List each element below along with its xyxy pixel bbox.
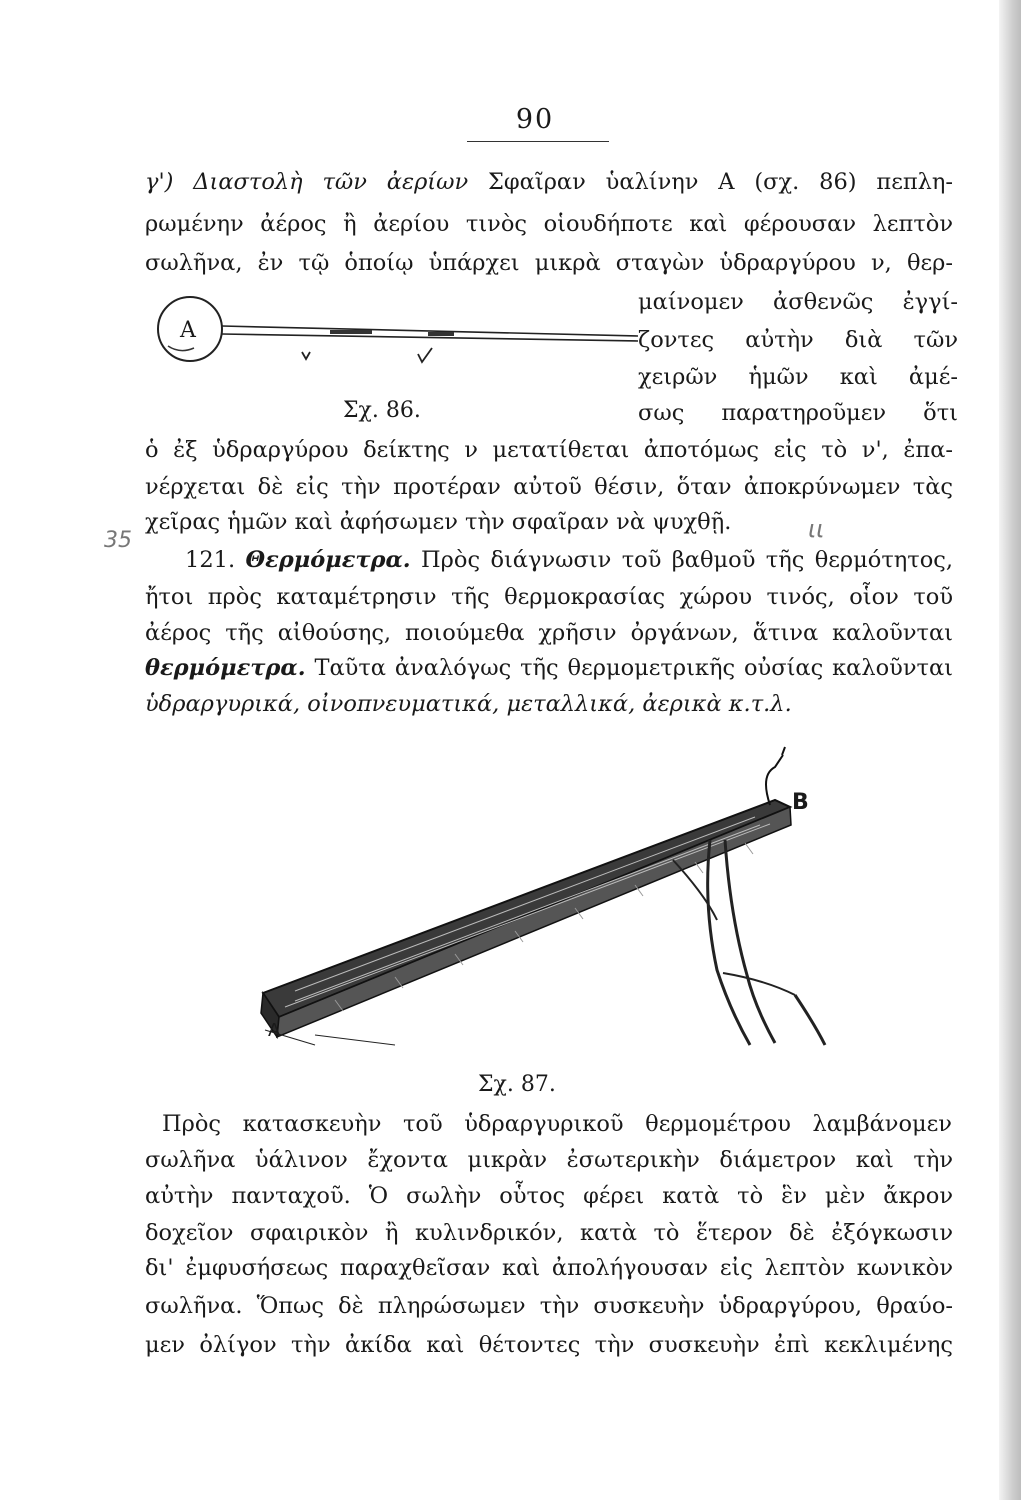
para1-line-2: ρωμένην ἀέρος ἢ ἀερίου τινὸς οἱουδήποτε καὶ φέρουσαν λεπτὸν [145,211,953,237]
para3-line-2: σωλῆνα ὑάλινον ἔχοντα μικρὰν ἐσωτερικὴν διάμετρον καὶ τὴν [145,1147,953,1173]
para2-number: 121. [185,547,236,573]
page-number: 90 [515,104,555,135]
page-number-rule [467,141,609,142]
figure-86-label-a: A [180,318,196,343]
para3-line-3: αὐτὴν πανταχοῦ. Ὁ σωλὴν οὗτος φέρει κατὰ τὸ ἓν μὲν ἄκρον [145,1183,953,1209]
figure-86-caption: Σχ. 86. [343,398,421,423]
para3-line-7: μεν ὀλίγον τὴν ἀκίδα καὶ θέτοντες τὴν συσκευὴν ἐπὶ κεκλιμένης [145,1332,953,1358]
para2-line-3: ἀέρος τῆς αἰθούσης, ποιούμεθα χρῆσιν ὀργάνων, ἅτινα καλοῦνται [145,620,953,646]
para1-line-3: σωλῆνα, ἐν τῷ ὁποίῳ ὑπάρχει μικρὰ σταγὼν ὑδραργύρου ν, θερ- [145,250,953,276]
para1-heading: γ') Διαστολὴ τῶν ἀερίων [145,169,469,195]
figure-87-caption: Σχ. 87. [478,1072,556,1097]
para2-line-5: ὑδραργυρικά, οἰνοπνευματικά, μεταλλικά, ἀερικὰ κ.τ.λ. [145,691,792,717]
margin-note-right: ιι [808,515,825,543]
para3-line-6: σωλῆνα. Ὅπως δὲ πληρώσωμεν τὴν συσκευὴν ὑδραργύρου, θραύο- [145,1293,953,1319]
para2-line-4-text: Ταῦτα ἀναλόγως τῆς θερμομετρικῆς οὐσίας καλοῦνται [314,655,954,681]
para1-line-10: χεῖρας ἡμῶν καὶ ἀφήσωμεν τὴν σφαῖραν νὰ ψυχθῇ. [145,509,732,535]
para1-line-9: νέρχεται δὲ εἰς τὴν προτέραν αὐτοῦ θέσιν, ὅταν ἀποκρύνωμεν τὰς [145,474,953,500]
para3-line-5: δι' ἐμφυσήσεως παραχθεῖσαν καὶ ἀπολήγουσαν εἰς λεπτὸν κωνικὸν [145,1255,953,1281]
margin-note-left: 35 [104,528,132,553]
figure-86-bulb-tube [150,282,650,382]
para1-line-7: σως παρατηροῦμεν ὅτι [638,400,958,426]
para1-line-8: ὁ ἐξ ὑδραργύρου δείκτης ν μετατίθεται ἀποτόμως εἰς τὸ ν', ἐπα- [145,437,953,463]
para2-line-4 [145,653,953,683]
figure-87-label-b: B [792,790,809,815]
para2-term-thermometers: θερμόμετρα. [145,655,306,681]
para1-line-4: μαίνομεν ἀσθενῶς ἐγγί- [638,289,958,315]
figure-87-inclined-tube [255,745,835,1055]
para3-line-4: δοχεῖον σφαιρικὸν ἢ κυλινδρικόν, κατὰ τὸ ἕτερον δὲ ἐξόγκωσιν [145,1220,953,1246]
para2-title: Θερμόμετρα. [245,547,411,573]
figure-87-label-a: A [268,1020,281,1041]
para1-line-1 [145,167,953,197]
para1-line-1-text: Σφαῖραν ὑαλίνην Α (σχ. 86) πεπλη- [488,169,954,195]
para3-line-1: Πρὸς κατασκευὴν τοῦ ὑδραργυρικοῦ θερμομέτρου λαμβάνομεν [162,1111,952,1137]
para2-line-2: ἤτοι πρὸς καταμέτρησιν τῆς θερμοκρασίας χώρου τινός, οἷον τοῦ [145,584,953,610]
page-edge-shadow [999,0,1021,1500]
para2-line-1-text: Πρὸς διάγνωσιν τοῦ βαθμοῦ τῆς θερμότητος, [421,547,953,573]
para1-line-5: ζοντες αὐτὴν διὰ τῶν [638,327,958,353]
para2-line-1 [185,545,953,575]
para1-line-6: χειρῶν ἡμῶν καὶ ἀμέ- [638,364,958,390]
